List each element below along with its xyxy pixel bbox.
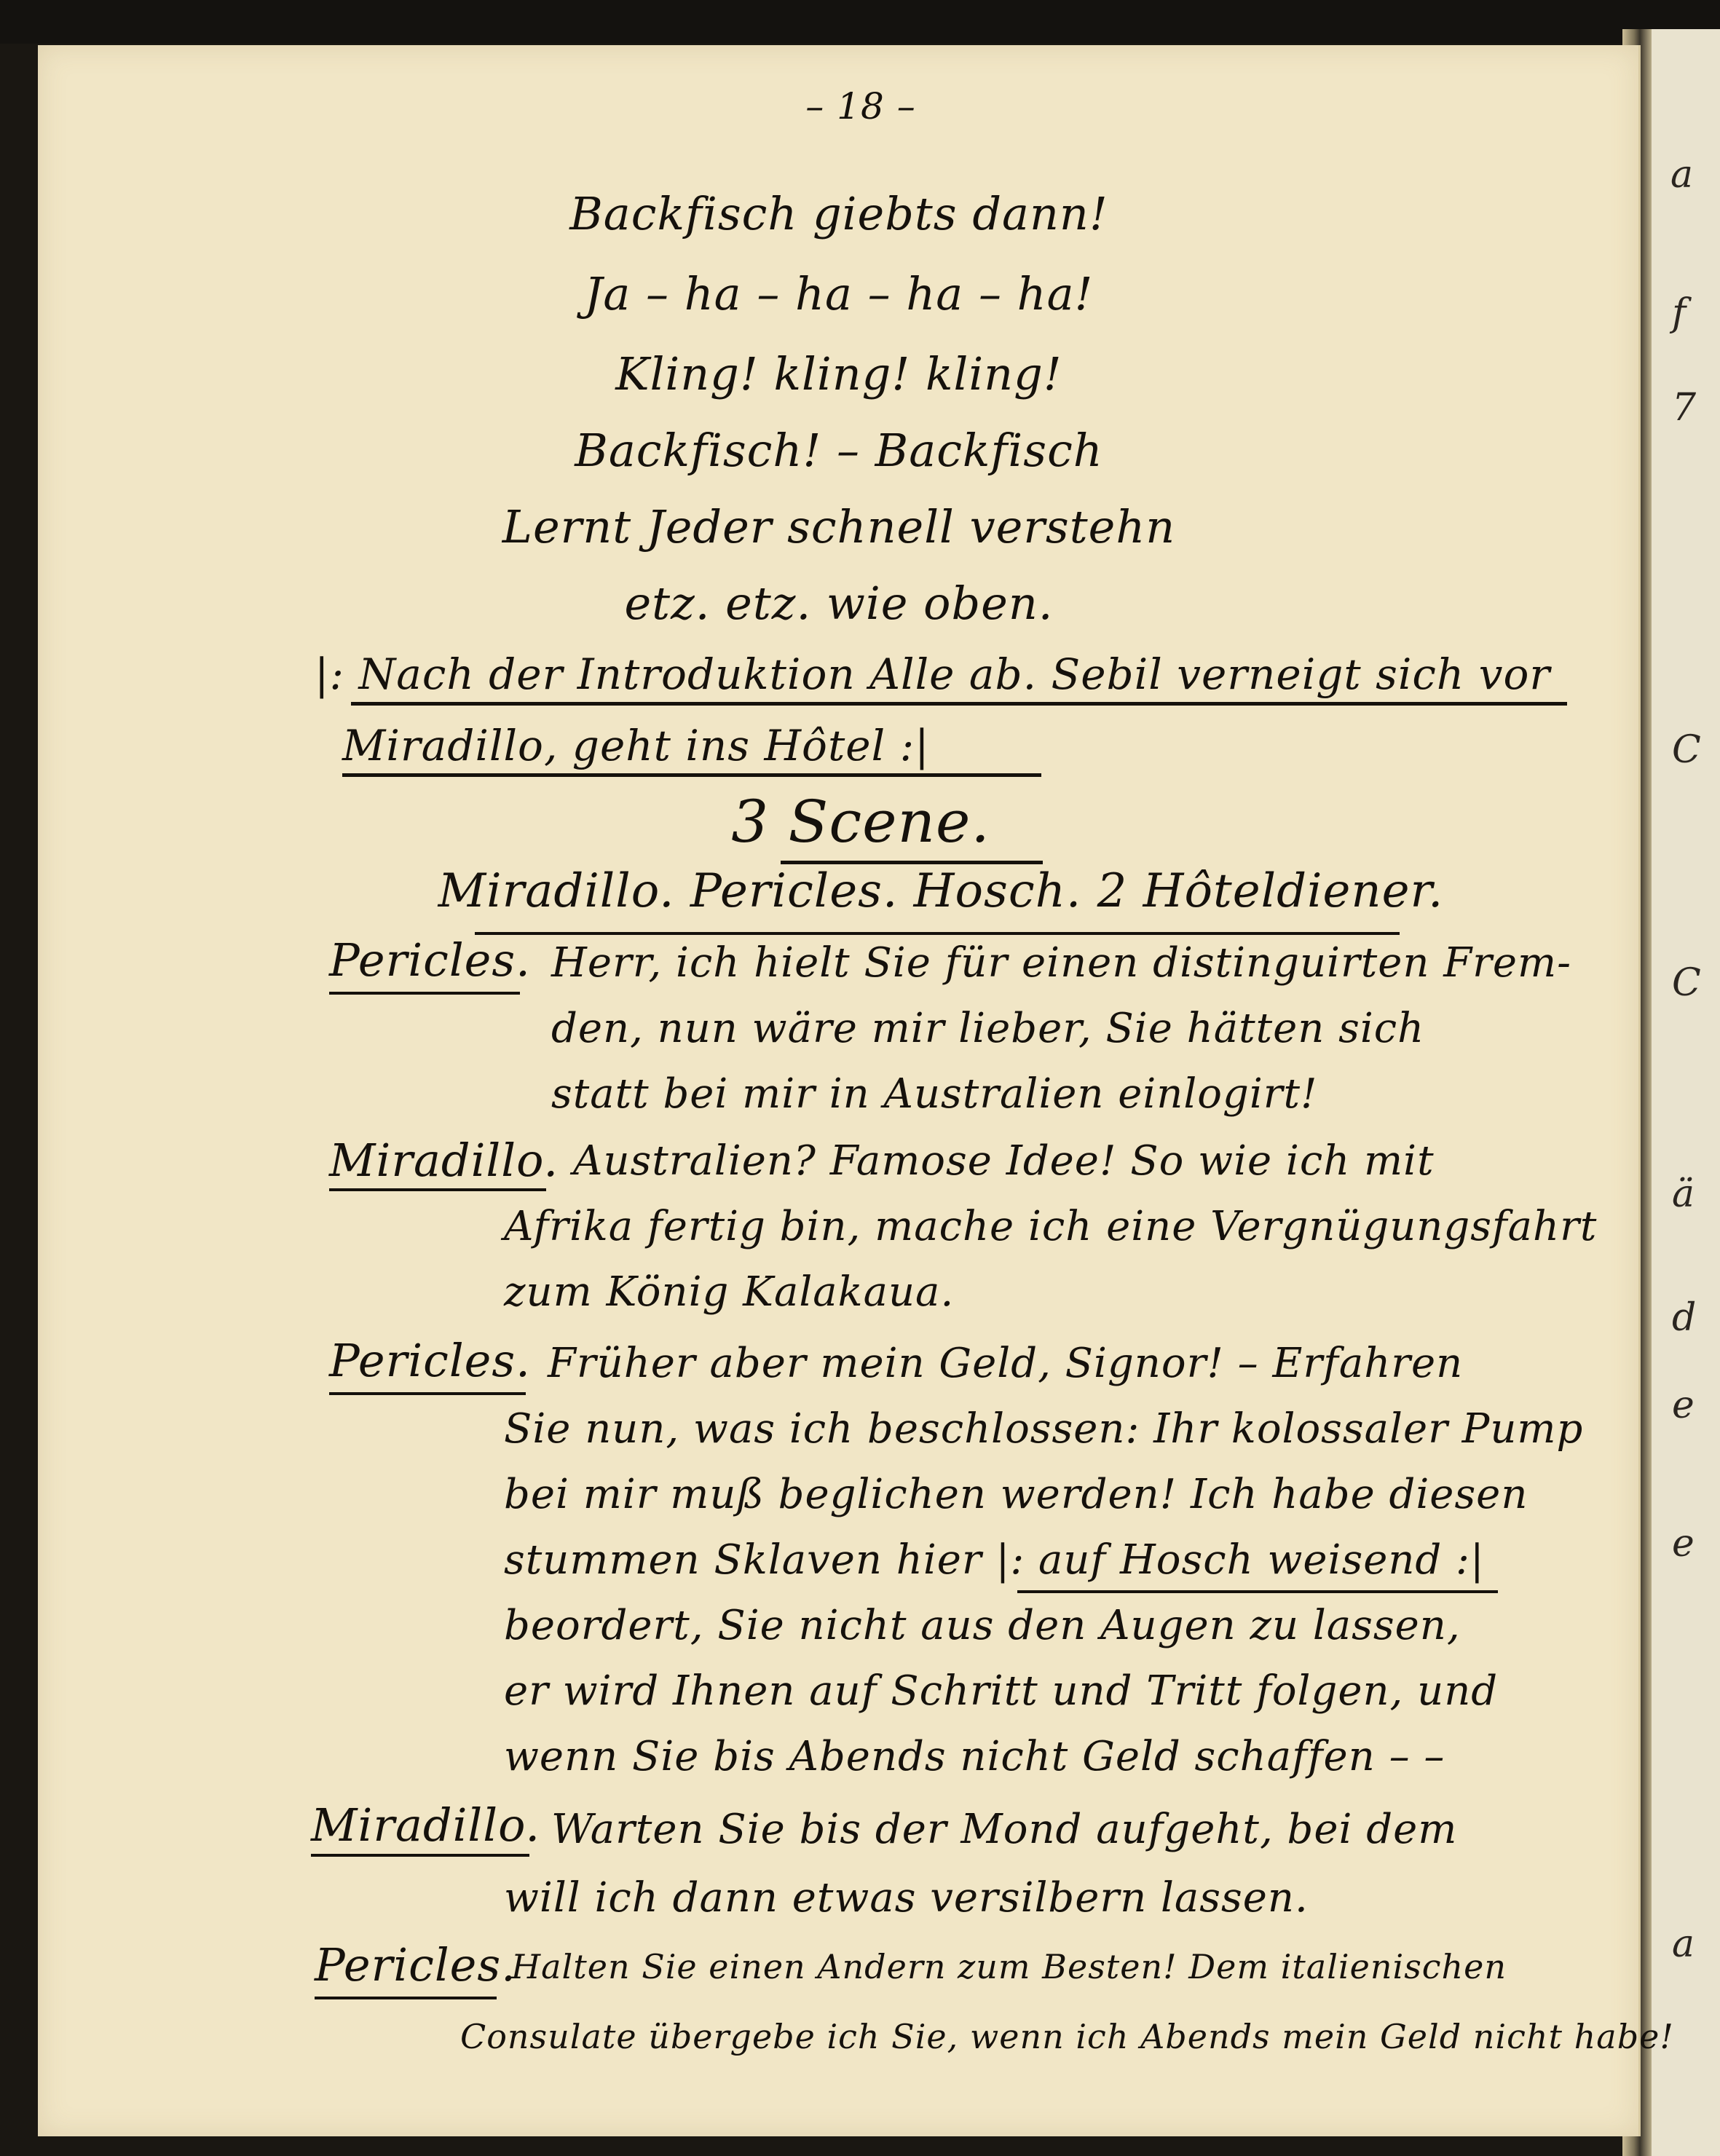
facing-page-mark: a	[1672, 1922, 1695, 1966]
stage-direction-underline	[1017, 1590, 1498, 1593]
verse-line: Kling! kling! kling!	[615, 347, 1062, 400]
facing-page-mark: 7	[1672, 386, 1697, 430]
dialogue-line: Herr, ich hielt Sie für einen distinguirten Frem-	[551, 939, 1572, 987]
manuscript-page	[38, 45, 1674, 2136]
facing-page-mark: e	[1672, 1383, 1695, 1427]
speaker-underline	[329, 1392, 526, 1395]
dialogue-line: statt bei mir in Australien einlogirt!	[551, 1070, 1318, 1118]
dialogue-line: stummen Sklaven hier |: auf Hosch weisend :|	[504, 1536, 1485, 1584]
stage-direction-underline	[351, 702, 1567, 706]
verse-line: Ja – ha – ha – ha – ha!	[584, 267, 1094, 320]
stage-direction-line: Miradillo, geht ins Hôtel :|	[342, 721, 930, 770]
page-number: – 18 –	[805, 85, 916, 127]
verse-line: Lernt Jeder schnell verstehn	[502, 500, 1176, 553]
dialogue-line: Sie nun, was ich beschlossen: Ihr kolossaler Pump	[504, 1405, 1584, 1453]
facing-page-mark: ä	[1672, 1172, 1695, 1216]
speaker-name: Pericles.	[329, 1334, 531, 1387]
stage-direction-line: |: Nach der Introduktion Alle ab. Sebil verneigt sich vor	[315, 649, 1551, 699]
facing-page	[1650, 29, 1720, 2156]
dialogue-line: Australien? Famose Idee! So wie ich mit	[573, 1137, 1435, 1185]
dialogue-line: Afrika fertig bin, mache ich eine Vergnügungsfahrt	[504, 1203, 1598, 1250]
verse-line: Backfisch giebts dann!	[569, 187, 1108, 240]
scene-title: 3 Scene.	[731, 788, 990, 856]
speaker-name: Pericles.	[315, 1938, 516, 1991]
verse-line: Backfisch! – Backfisch	[575, 424, 1103, 477]
speaker-underline	[315, 1997, 497, 1999]
dialogue-line: den, nun wäre mir lieber, Sie hätten sich	[551, 1005, 1425, 1052]
speaker-name: Pericles.	[329, 933, 531, 987]
speaker-underline	[329, 992, 520, 995]
speaker-underline	[311, 1854, 529, 1857]
facing-page-mark: a	[1670, 153, 1694, 197]
dialogue-line: er wird Ihnen auf Schritt und Tritt folgen, und	[504, 1667, 1499, 1715]
dialogue-line: Halten Sie einen Andern zum Besten! Dem italienischen	[511, 1947, 1507, 1986]
dialogue-line: Warten Sie bis der Mond aufgeht, bei dem	[551, 1806, 1458, 1853]
facing-page-mark: d	[1672, 1296, 1697, 1340]
dialogue-line: wenn Sie bis Abends nicht Geld schaffen – –	[504, 1733, 1445, 1780]
speaker-underline	[329, 1188, 546, 1191]
dialogue-line: zum König Kalakaua.	[504, 1268, 955, 1316]
dialogue-line: will ich dann etwas versilbern lassen.	[504, 1874, 1309, 1922]
stage-direction-underline	[342, 773, 1041, 777]
dialogue-line: bei mir muß beglichen werden! Ich habe diesen	[504, 1471, 1528, 1518]
facing-page-mark: C	[1672, 961, 1701, 1005]
cast-list: Miradillo. Pericles. Hosch. 2 Hôteldiener.	[438, 864, 1444, 918]
facing-page-mark: e	[1672, 1522, 1695, 1565]
dialogue-line: Früher aber mein Geld, Signor! – Erfahren	[548, 1340, 1464, 1387]
dialogue-line: Consulate übergebe ich Sie, wenn ich Abends mein Geld nicht habe!	[460, 2017, 1674, 2056]
facing-page-mark: C	[1672, 728, 1701, 772]
scanner-background	[0, 0, 1720, 44]
dialogue-line: beordert, Sie nicht aus den Augen zu lassen,	[504, 1602, 1461, 1649]
cast-list-underline	[475, 932, 1400, 935]
speaker-name: Miradillo.	[311, 1798, 541, 1852]
speaker-name: Miradillo.	[329, 1134, 559, 1187]
verse-line: etz. etz. wie oben.	[624, 577, 1054, 630]
facing-page-mark: f	[1672, 291, 1687, 335]
